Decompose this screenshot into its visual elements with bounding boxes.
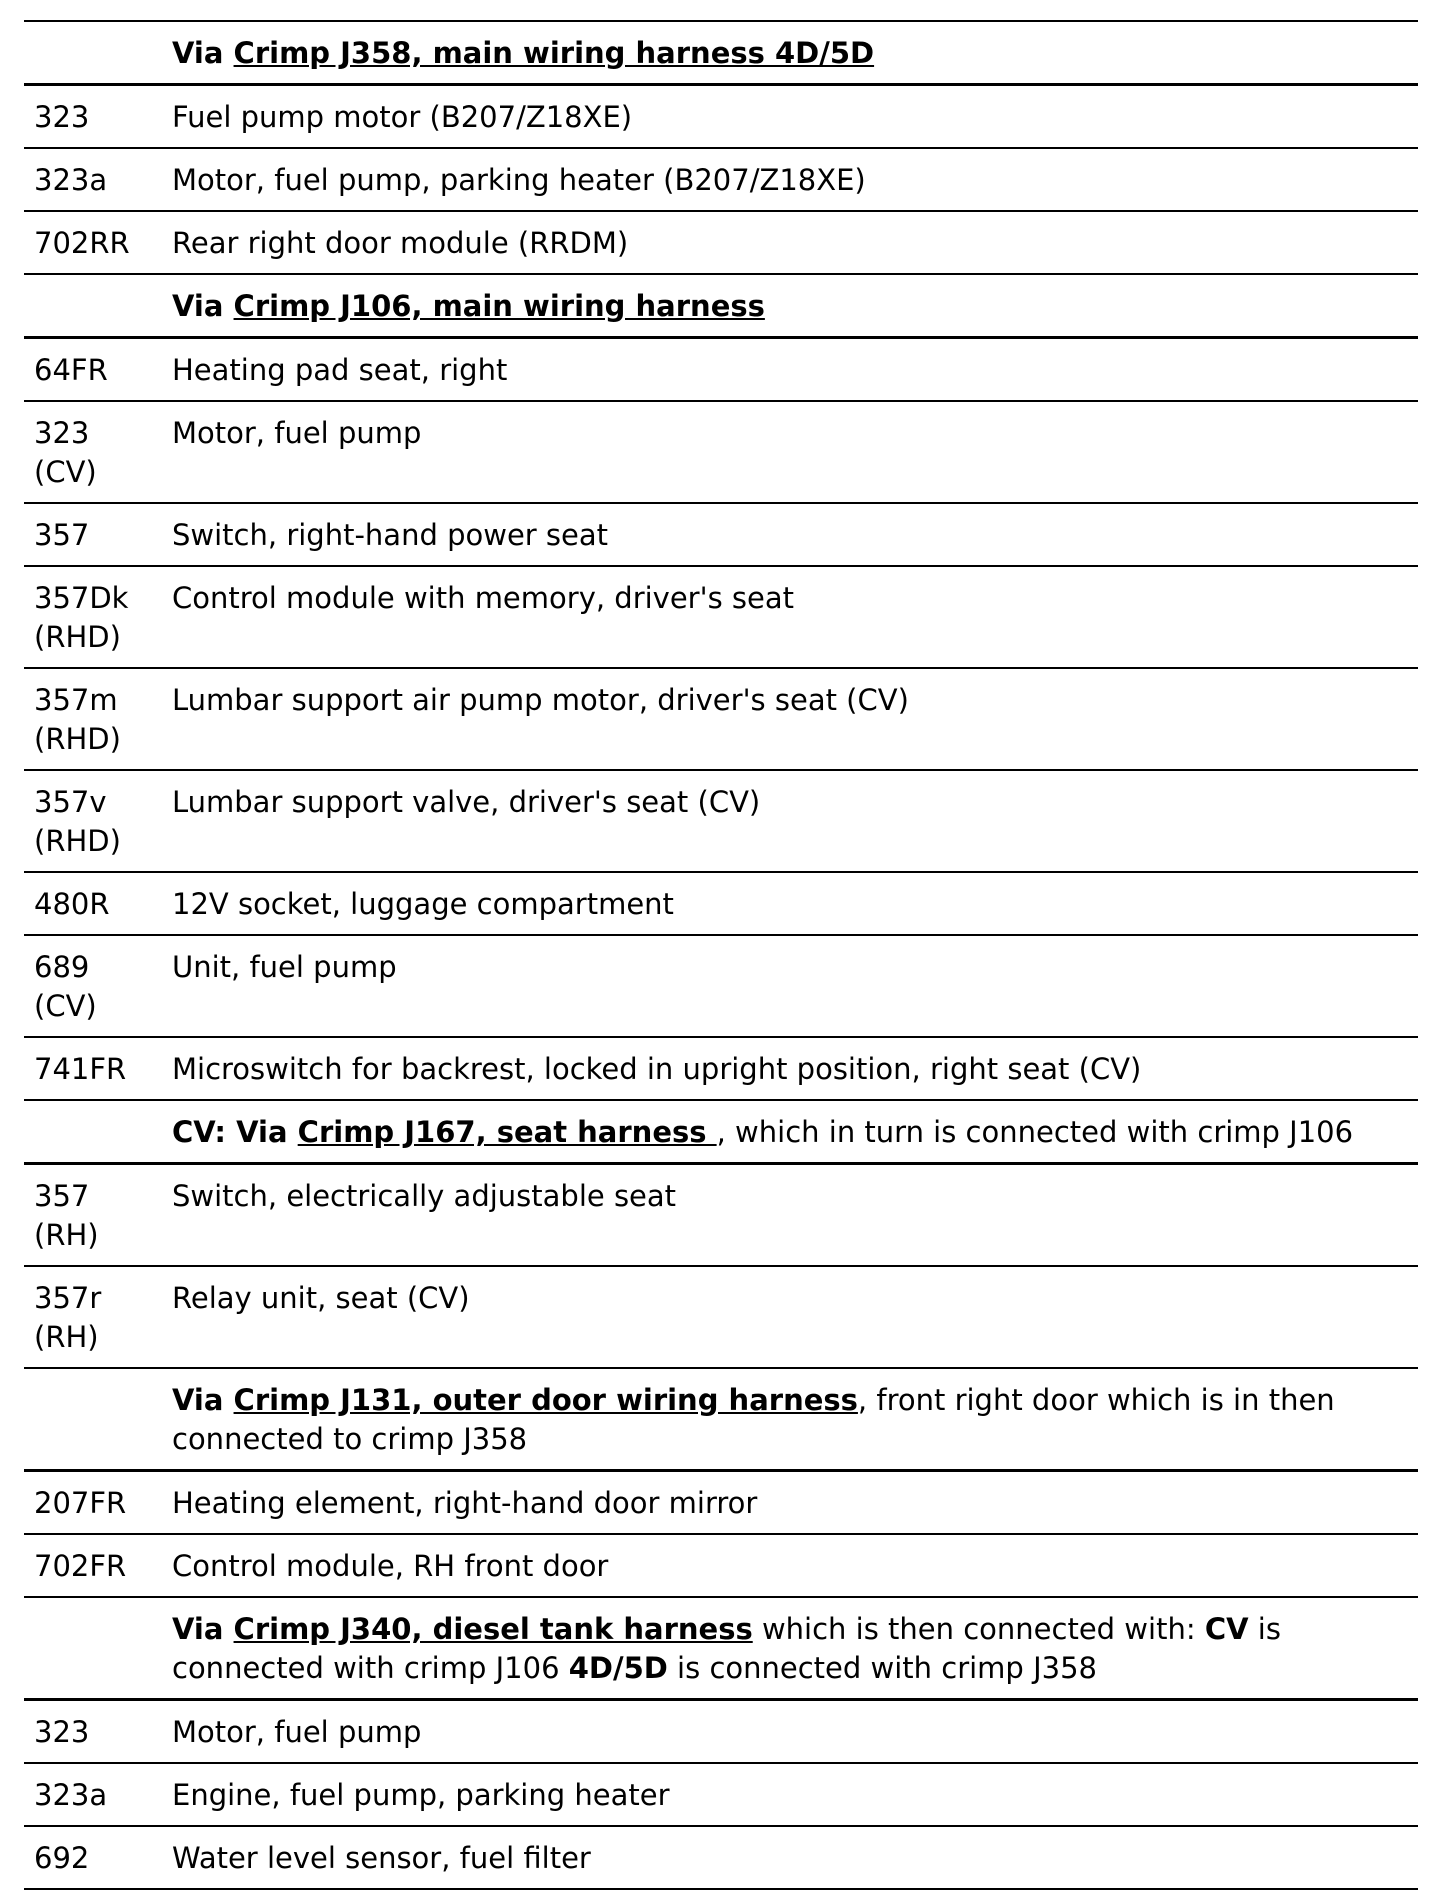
section-header-text: [172, 1598, 1418, 1698]
component-code: [24, 22, 172, 83]
component-description: Unit, fuel pump: [172, 950, 397, 984]
table-row: [24, 1472, 1418, 1535]
component-code: 323a: [34, 163, 108, 197]
component-code: [24, 1101, 172, 1162]
table-row: [24, 669, 1418, 771]
crimp-harness-link[interactable]: Crimp J340, diesel tank harness: [233, 1612, 753, 1646]
component-description: Heating element, right-hand door mirror: [172, 1486, 758, 1520]
component-code: 357m (RHD): [34, 683, 121, 756]
component-description: Motor, fuel pump: [172, 416, 422, 450]
component-code: 323 (CV): [34, 416, 97, 489]
crimp-harness-link[interactable]: Crimp J131, outer door wiring harness: [233, 1383, 858, 1417]
component-description: 12V socket, luggage compartment: [172, 887, 674, 921]
table-row: [24, 149, 1418, 212]
component-code: 702FR: [34, 1549, 127, 1583]
header-text-part: Via: [172, 1612, 234, 1646]
section-header-text: [172, 1369, 1418, 1469]
component-description: Rear right door module (RRDM): [172, 226, 629, 260]
table-row: [24, 339, 1418, 402]
header-text-part: Via: [172, 289, 234, 323]
component-description: Microswitch for backrest, locked in upright position, right seat (CV): [172, 1052, 1142, 1086]
component-code: 689 (CV): [34, 950, 97, 1023]
component-code: [24, 1598, 172, 1698]
component-table: [24, 20, 1418, 1890]
header-text-part: CV: [1204, 1612, 1249, 1646]
section-header-text: [172, 1101, 1418, 1162]
table-row: [24, 873, 1418, 936]
component-description: Lumbar support valve, driver's seat (CV): [172, 785, 761, 819]
component-code: 323: [34, 100, 90, 134]
header-text-part: Via: [172, 1383, 234, 1417]
table-row: [24, 402, 1418, 504]
header-text-part: is connected with crimp J358: [667, 1651, 1097, 1685]
component-code: 357: [34, 518, 90, 552]
header-text-part: which is then connected with:: [752, 1612, 1205, 1646]
component-code: [24, 275, 172, 336]
component-description: Relay unit, seat (CV): [172, 1281, 470, 1315]
component-description: Heating pad seat, right: [172, 353, 508, 387]
component-code: 741FR: [34, 1052, 127, 1086]
header-text-part: Via: [172, 36, 234, 70]
section-header-row: [24, 1101, 1418, 1165]
table-row: [24, 1764, 1418, 1827]
component-code: 480R: [34, 887, 110, 921]
component-code: 323a: [34, 1778, 108, 1812]
component-code: [24, 1369, 172, 1469]
component-code: 357v (RHD): [34, 785, 121, 858]
crimp-harness-link[interactable]: Crimp J167, seat harness: [297, 1115, 717, 1149]
component-code: 357r (RH): [34, 1281, 102, 1354]
section-header-text: [172, 22, 1418, 83]
table-row: [24, 1267, 1418, 1369]
table-row: [24, 212, 1418, 275]
component-description: Motor, fuel pump: [172, 1715, 422, 1749]
component-code: 692: [34, 1841, 90, 1875]
crimp-harness-link[interactable]: Crimp J106, main wiring harness: [233, 289, 765, 323]
header-text-part: CV: Via: [172, 1115, 298, 1149]
component-description: Switch, electrically adjustable seat: [172, 1179, 677, 1213]
section-header-row: [24, 1369, 1418, 1472]
component-code: 207FR: [34, 1486, 127, 1520]
component-code: 357 (RH): [34, 1179, 99, 1252]
header-text-part: is connected with crimp J106: [172, 1612, 1281, 1685]
table-row: [24, 1038, 1418, 1101]
section-header-text: [172, 275, 1418, 336]
component-description: Engine, fuel pump, parking heater: [172, 1778, 670, 1812]
component-description: Control module, RH front door: [172, 1549, 609, 1583]
section-header-row: [24, 1598, 1418, 1701]
table-row: [24, 1701, 1418, 1764]
component-description: Fuel pump motor (B207/Z18XE): [172, 100, 633, 134]
component-code: 323: [34, 1715, 90, 1749]
crimp-harness-link[interactable]: Crimp J358, main wiring harness 4D/5D: [233, 36, 875, 70]
header-text-part: , which in turn is connected with crimp J106: [716, 1115, 1354, 1149]
component-description: Motor, fuel pump, parking heater (B207/Z18XE): [172, 163, 866, 197]
component-code: 702RR: [34, 226, 130, 260]
table-row: [24, 771, 1418, 873]
header-text-part: , front right door which is in then connected to crimp J358: [172, 1383, 1335, 1456]
table-row: [24, 504, 1418, 567]
component-code: 64FR: [34, 353, 108, 387]
component-description: Control module with memory, driver's seat: [172, 581, 794, 615]
header-text-part: 4D/5D: [568, 1651, 668, 1685]
table-row: [24, 1535, 1418, 1598]
component-description: Water level sensor, fuel filter: [172, 1841, 591, 1875]
component-description: Switch, right-hand power seat: [172, 518, 609, 552]
table-row: [24, 1827, 1418, 1890]
table-row: [24, 86, 1418, 149]
table-row: [24, 936, 1418, 1038]
table-row: [24, 1165, 1418, 1267]
component-description: Lumbar support air pump motor, driver's seat (CV): [172, 683, 909, 717]
section-header-row: [24, 22, 1418, 86]
section-header-row: [24, 275, 1418, 339]
table-row: [24, 567, 1418, 669]
component-code: 357Dk (RHD): [34, 581, 129, 654]
